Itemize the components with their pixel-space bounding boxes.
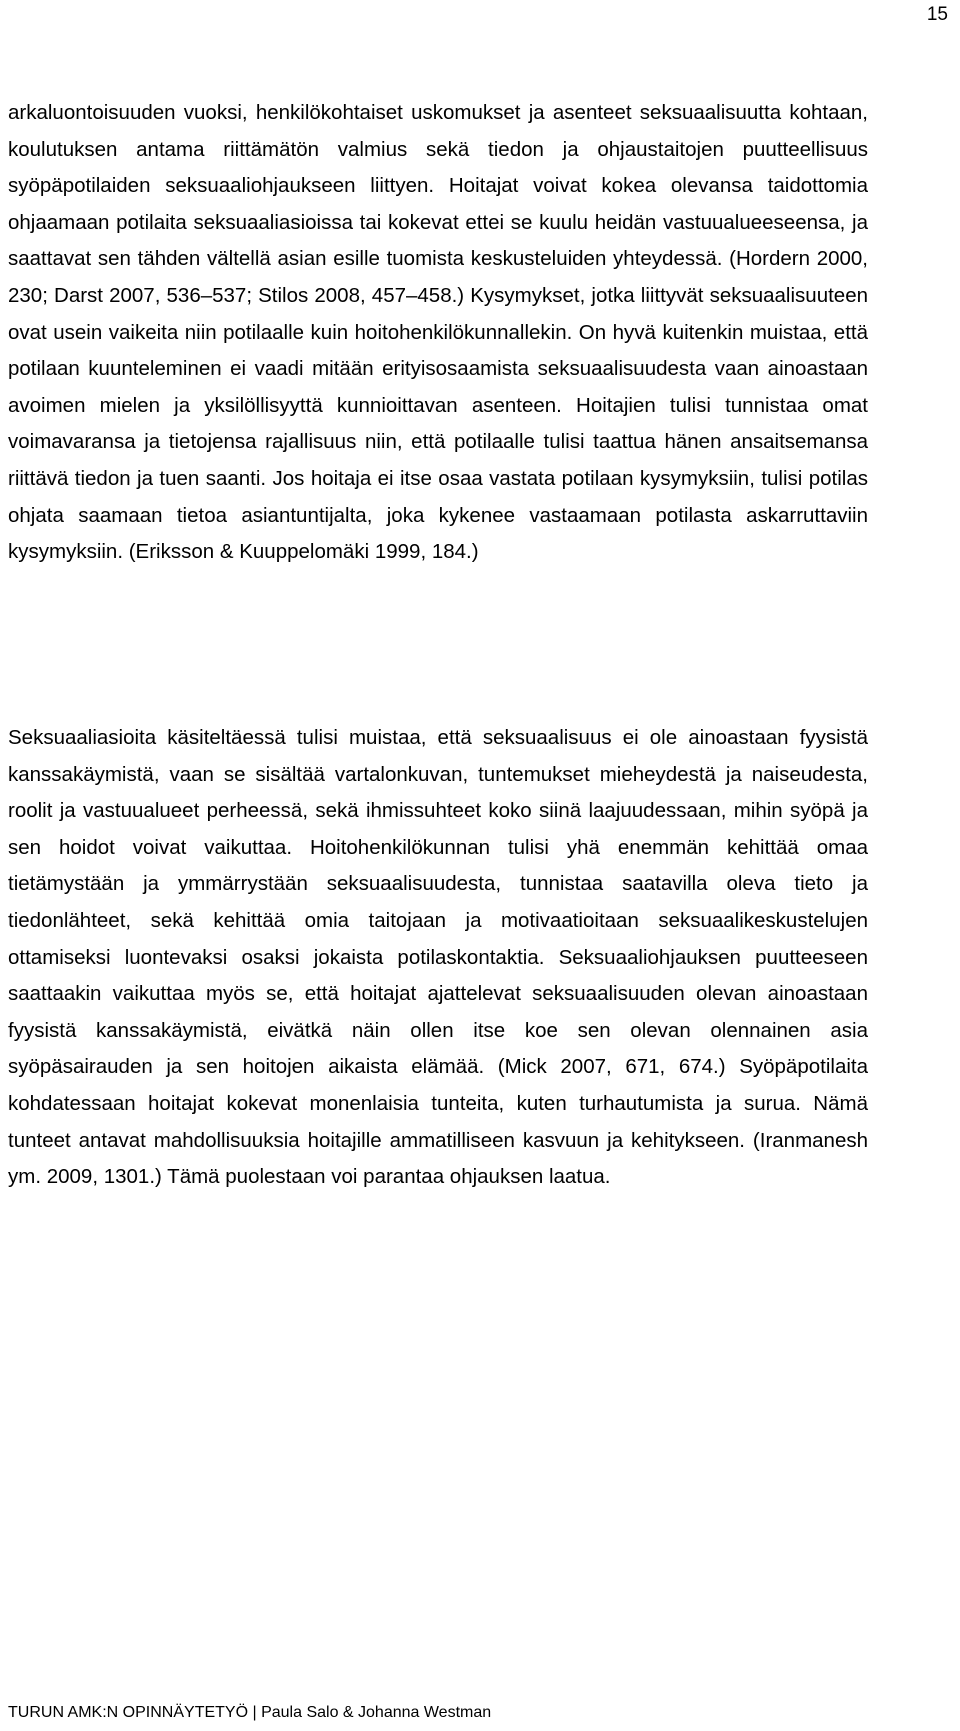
page-footer: TURUN AMK:N OPINNÄYTETYÖ | Paula Salo & Johanna Westman: [8, 1704, 492, 1721]
body-paragraph-1: arkaluontoisuuden vuoksi, henkilökohtaiset uskomukset ja asenteet seksuaalisuutta kohtaan, koulutuksen antama riittämätön valmius sekä tiedon ja ohjaustaitojen puutteellisuus syöpäpotilaiden seksuaaliohjaukseen liittyen. Hoitajat voivat kokea olevansa taidottomia ohjaamaan potilaita seksuaaliasioissa tai kokevat ettei se kuulu heidän vastuualueeseensa, ja saattavat sen tähden vältellä asian esille tuomista keskusteluiden yhteydessä. (Hordern 2000, 230; Darst 2007, 536–537; Stilos 2008, 457–458.) Kysymykset, jotka liittyvät seksuaalisuuteen ovat usein vaikeita niin potilaalle kuin hoitohenkilökunnallekin. On hyvä kuitenkin muistaa, että potilaan kuunteleminen ei vaadi mitään erityisosaamista seksuaalisuudesta vaan ainoastaan avoimen mielen ja yksilöllisyyttä kunnioittavan asenteen. Hoitajien tulisi tunnistaa omat voimavaransa ja tietojensa rajallisuus niin, että potilaalle tulisi taattua hänen ansaitsemansa riittävä tiedon ja tuen saanti. Jos hoitaja ei itse osaa vastata potilaan kysymyksiin, tulisi potilas ohjata saamaan tietoa asiantuntijalta, joka kykenee vastaamaan potilasta askarruttaviin kysymyksiin. (Eriksson & Kuuppelomäki 1999, 184.): [8, 101, 868, 564]
body-paragraph-2: Seksuaaliasioita käsiteltäessä tulisi muistaa, että seksuaalisuus ei ole ainoastaan fyysistä kanssakäymistä, vaan se sisältää vartalonkuvan, tuntemukset mieheydestä ja naiseudesta, roolit ja vastuualueet perheessä, sekä ihmissuhteet koko siinä laajuudessaan, mihin syöpä ja sen hoidot voivat vaikuttaa. Hoitohenkilökunnan tulisi yhä enemmän kehittää omaa tietämystään ja ymmärrystään seksuaalisuudesta, tunnistaa saatavilla oleva tieto ja tiedonlähteet, sekä kehittää omia taitojaan ja motivaatioitaan seksuaalikeskustelujen ottamiseksi luontevaksi osaksi jokaista potilaskontaktia. Seksuaaliohjauksen puutteeseen saattaakin vaikuttaa myös se, että hoitajat ajattelevat seksuaalisuuden olevan ainoastaan fyysistä kanssakäymistä, eivätkä näin ollen itse koe sen olevan olennainen asia syöpäsairauden ja sen hoitojen aikaista elämää. (Mick 2007, 671, 674.) Syöpäpotilaita kohdatessaan hoitajat kokevat monenlaisia tunteita, kuten turhautumista ja surua. Nämä tunteet antavat mahdollisuuksia hoitajille ammatilliseen kasvuun ja kehitykseen. (Iranmanesh ym. 2009, 1301.) Tämä puolestaan voi parantaa ohjauksen laatua.: [8, 726, 868, 1189]
page-number: 15: [926, 4, 948, 25]
